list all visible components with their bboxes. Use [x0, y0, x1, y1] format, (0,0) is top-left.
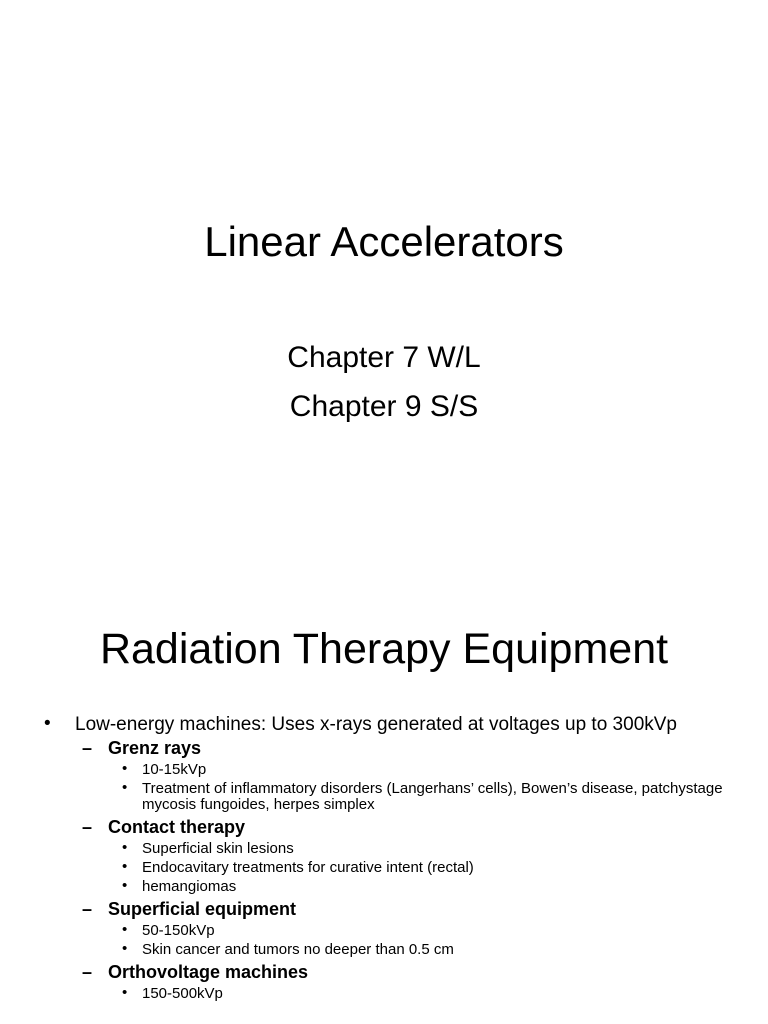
sub-heading-text: Orthovoltage machines	[108, 962, 309, 982]
list-item-text: Skin cancer and tumors no deeper than 0.5 cm	[142, 941, 454, 958]
list-item-text: Low-energy machines: Uses x-rays generated at voltages up to 300kVp	[75, 714, 677, 735]
list-item-text: 50-150kVp	[142, 922, 215, 939]
dash-icon: –	[82, 817, 93, 837]
sub-heading	[44, 737, 734, 759]
dash-icon: –	[82, 899, 93, 919]
list-item	[44, 942, 734, 958]
sub-heading	[44, 816, 734, 838]
subtitle-line: Chapter 9 S/S	[289, 390, 479, 423]
dash-icon: –	[82, 738, 93, 758]
subtitle-line: Chapter 7 W/L	[287, 341, 481, 374]
slide-title: Linear Accelerators	[204, 218, 564, 265]
list-item	[44, 841, 734, 857]
dash-icon: –	[82, 962, 93, 982]
slide-title: Radiation Therapy Equipment	[99, 625, 669, 673]
bullet-icon: •	[122, 940, 128, 957]
list-item-text: Superficial skin lesions	[142, 840, 294, 857]
content-slide	[0, 600, 768, 1024]
bullet-icon: •	[44, 713, 51, 734]
bullet-icon: •	[122, 760, 128, 777]
bullet-icon: •	[122, 877, 128, 894]
list-item-text: Treatment of inflammatory disorders (Langerhans’ cells), Bowen’s disease, patchystage mycosis fungoides, herpes simplex	[142, 780, 723, 813]
bullet-icon: •	[122, 984, 128, 1001]
bullet-icon: •	[122, 839, 128, 856]
list-item-text: 10-15kVp	[142, 761, 207, 778]
bullet-icon: •	[122, 858, 128, 875]
bullet-icon: •	[122, 779, 128, 796]
list-item	[44, 860, 734, 876]
slide-subtitle-block	[0, 333, 768, 431]
list-item-text: Endocavitary treatments for curative intent (rectal)	[142, 859, 474, 876]
list-item	[44, 762, 734, 778]
list-item-text: 150-500kVp	[142, 985, 223, 1002]
list-item	[44, 923, 734, 939]
list-item	[44, 879, 734, 895]
sub-heading	[44, 961, 734, 983]
list-item	[44, 986, 734, 1002]
sub-heading	[44, 898, 734, 920]
list-item	[44, 713, 734, 735]
sub-heading-text: Superficial equipment	[108, 899, 297, 919]
bullet-icon: •	[122, 921, 128, 938]
list-item-text: hemangiomas	[142, 878, 237, 895]
sub-heading-text: Grenz rays	[108, 738, 202, 758]
list-item	[44, 781, 734, 813]
sub-heading-text: Contact therapy	[108, 817, 246, 837]
bullet-list	[44, 713, 734, 1004]
